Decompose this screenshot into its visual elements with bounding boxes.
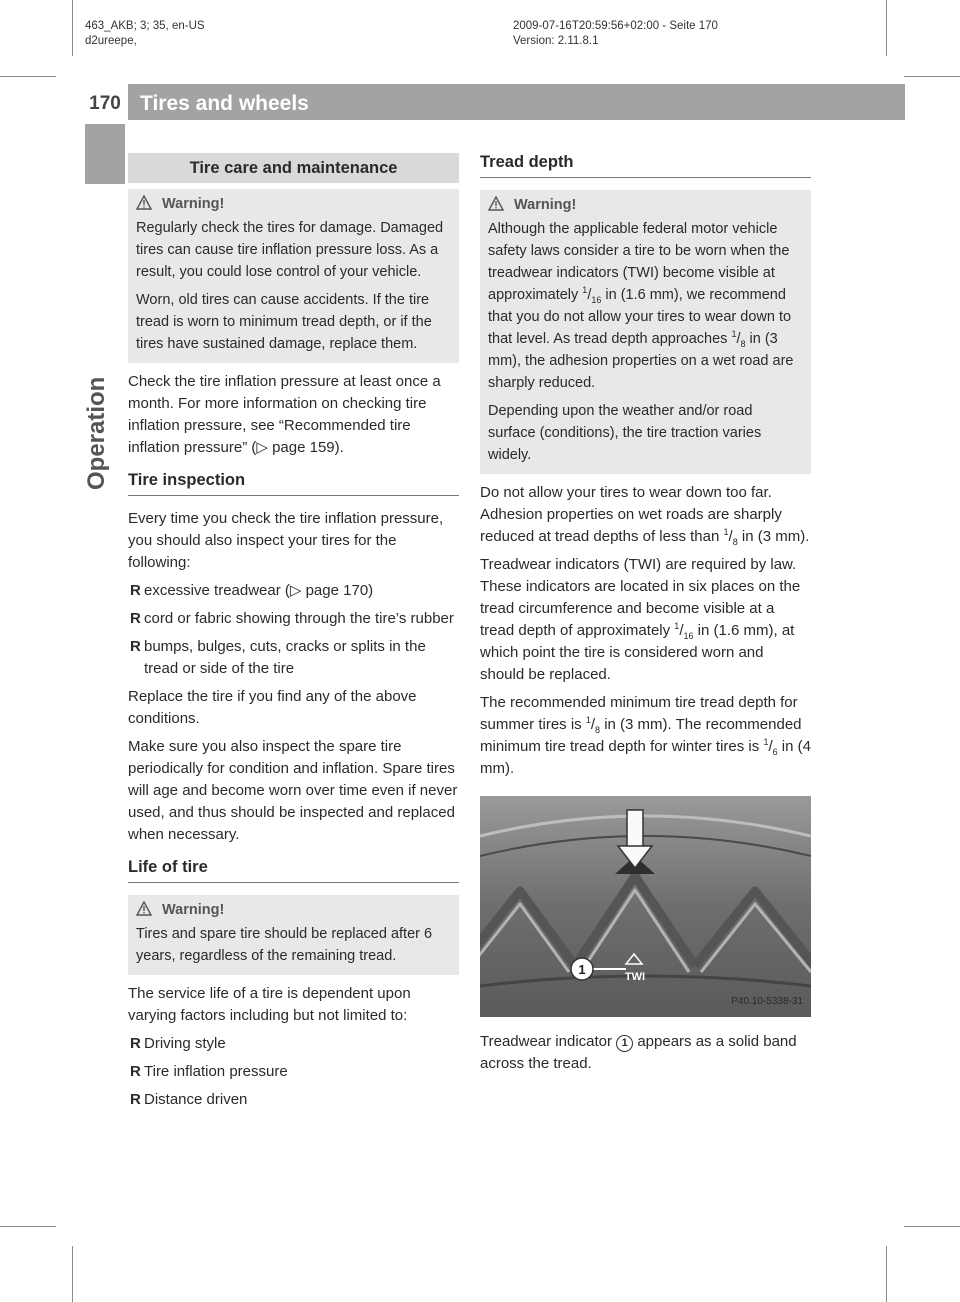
text-run: The recommended minimum tire tread depth for summer tires is: [480, 694, 798, 733]
warning-label: Warning!: [162, 196, 225, 212]
list-item-text: excessive treadwear (▷ page 170): [144, 582, 374, 599]
text-run: in (1.6 mm), we recommend that you do not allow your tires to wear down to that level. As tread depth approaches: [488, 287, 792, 347]
warning-box: [128, 895, 459, 975]
list-item-text: Driving style: [144, 1035, 226, 1052]
list-item-text: Tire inflation pressure: [144, 1063, 288, 1080]
fraction-denominator: 16: [683, 631, 694, 641]
list-item: [128, 636, 459, 680]
fraction-numerator: 1: [763, 737, 769, 747]
left-column: [128, 153, 459, 1117]
warning-label: Warning!: [162, 902, 225, 918]
meta-line: 463_AKB; 3; 35, en-US: [85, 20, 205, 32]
fraction-numerator: 1: [731, 329, 737, 340]
warning-title: [136, 899, 451, 921]
crop-mark: [904, 1226, 960, 1227]
text-run: appears as a solid band across the tread.: [480, 1033, 797, 1072]
fraction-numerator: 1: [674, 621, 680, 631]
subsection-heading: Tire inspection: [128, 469, 459, 496]
page-number: 170: [89, 93, 121, 114]
text-run: in (3 mm). The recommended minimum tire tread depth for winter tires is: [480, 716, 802, 755]
right-column: [480, 143, 811, 1081]
fraction-numerator: 1: [585, 715, 591, 725]
crop-mark: [0, 1226, 56, 1227]
text-run: Although the applicable federal motor vehicle safety laws consider a tire to be worn when the treadwear indicators (TWI) become visible at approximately: [488, 221, 790, 303]
fraction-slash: /: [768, 738, 773, 755]
print-meta-left: [85, 19, 205, 49]
warning-triangle-icon: [136, 901, 152, 916]
warning-triangle-icon: [488, 196, 504, 211]
warning-box: [480, 190, 811, 474]
subsection-heading: Life of tire: [128, 856, 459, 883]
fraction-numerator: 1: [723, 527, 729, 537]
crop-mark: [886, 1246, 887, 1302]
figure-callout: 1: [578, 962, 586, 977]
list-item-text: Distance driven: [144, 1091, 248, 1108]
fraction-slash: /: [590, 716, 596, 733]
fraction-denominator: 8: [740, 338, 746, 349]
paragraph: Make sure you also inspect the spare tire periodically for condition and inflation. Spare tires will age and become worn over time even if never used, and thus should be inspected and replaced when necessary.: [128, 738, 458, 843]
meta-line: Version: 2.11.8.1: [513, 35, 599, 47]
bullet-marker: R: [130, 638, 141, 655]
bullet-marker: R: [130, 1035, 141, 1052]
print-meta-right: [513, 19, 718, 49]
text-run: Treadwear indicator: [480, 1033, 617, 1050]
twi-label: TWI: [624, 971, 646, 983]
side-label-anchor: [83, 376, 113, 491]
fraction-slash: /: [728, 528, 733, 545]
paragraph: Every time you check the tire inflation pressure, you should also inspect your tires for the following:: [128, 510, 444, 571]
warning-triangle-icon: [136, 195, 152, 210]
list-item: [128, 1061, 459, 1083]
list-item-text: cord or fabric showing through the tire’s rubber: [144, 610, 454, 627]
text-run: in (1.6 mm), at which point the tire is considered worn and should be replaced.: [480, 622, 795, 683]
warning-text: Worn, old tires can cause accidents. If the tire tread is worn to minimum tread depth, or if the tires have sustained damage, replace them.: [136, 292, 432, 352]
crop-mark: [0, 76, 56, 77]
warning-title: [488, 194, 803, 216]
paragraph: [480, 554, 811, 686]
crop-mark: [72, 1246, 73, 1302]
bullet-marker: R: [130, 1063, 141, 1080]
crop-mark: [886, 0, 887, 56]
warning-box: [128, 189, 459, 363]
list-item-text: bumps, bulges, cuts, cracks or splits in the tread or side of the tire: [144, 638, 426, 677]
paragraph: [480, 482, 811, 548]
meta-line: 2009-07-16T20:59:56+02:00 - Seite 170: [513, 20, 718, 32]
callout-marker: 1: [616, 1035, 633, 1052]
text-run: Do not allow your tires to wear down too far. Adhesion properties on wet roads are sharply reduced at tread depths of less than: [480, 484, 782, 545]
section-title: Tire care and maintenance: [128, 153, 459, 183]
crop-mark: [904, 76, 960, 77]
text-run: in (3 mm).: [737, 528, 810, 545]
paragraph: The service life of a tire is dependent upon varying factors including but not limited to:: [128, 985, 411, 1024]
bullet-marker: R: [130, 582, 141, 599]
subsection-heading: Tread depth: [480, 151, 811, 178]
page-title: Tires and wheels: [140, 92, 309, 115]
warning-text: Regularly check the tires for damage. Damaged tires can cause tire inflation pressure loss. As a result, you could lose control of your vehicle.: [136, 220, 444, 280]
text-run: in (4 mm).: [480, 738, 811, 777]
bullet-marker: R: [130, 1091, 141, 1108]
warning-text: [488, 218, 803, 394]
paragraph: [480, 692, 811, 780]
warning-text: Depending upon the weather and/or road surface (conditions), the tire traction varies widely.: [488, 403, 762, 463]
text-run: Treadwear indicators (TWI) are required by law. These indicators are located in six places on the tread circumference and become visible at a tread depth of approximately: [480, 556, 801, 639]
fraction-denominator: 16: [591, 294, 602, 305]
fraction-denominator: 8: [595, 725, 601, 735]
tire-tread-illustration: [480, 796, 811, 1017]
side-tab: [85, 124, 125, 184]
paragraph: Check the tire inflation pressure at least once a month. For more information on checking tire inflation pressure, see “Recommended tire inflation pressure” (▷ page 159).: [128, 373, 441, 456]
paragraph: Replace the tire if you find any of the above conditions.: [128, 688, 417, 727]
fraction-slash: /: [736, 331, 741, 347]
crop-mark: [72, 0, 73, 56]
fraction-denominator: 8: [732, 537, 738, 547]
bullet-marker: R: [130, 610, 141, 627]
figure-caption: [480, 1031, 811, 1075]
fraction-slash: /: [679, 622, 684, 639]
warning-label: Warning!: [514, 197, 577, 213]
section-side-label: Operation: [83, 376, 110, 490]
warning-title: [136, 193, 451, 215]
fraction-denominator: 6: [772, 747, 778, 757]
text-run: in (3 mm), the adhesion properties on a wet road are sharply reduced.: [488, 331, 794, 391]
fraction-numerator: 1: [582, 285, 588, 296]
warning-text: Tires and spare tire should be replaced after 6 years, regardless of the remaining tread.: [136, 926, 433, 964]
fraction-slash: /: [587, 287, 592, 303]
tire-tread-figure: [480, 796, 811, 1017]
meta-line: d2ureepe,: [85, 35, 137, 47]
list-item: [128, 1089, 459, 1111]
list-item: [128, 608, 459, 630]
list-item: [128, 1033, 459, 1055]
list-item: [128, 580, 459, 602]
figure-code: P40.10-5338-31: [731, 996, 803, 1007]
